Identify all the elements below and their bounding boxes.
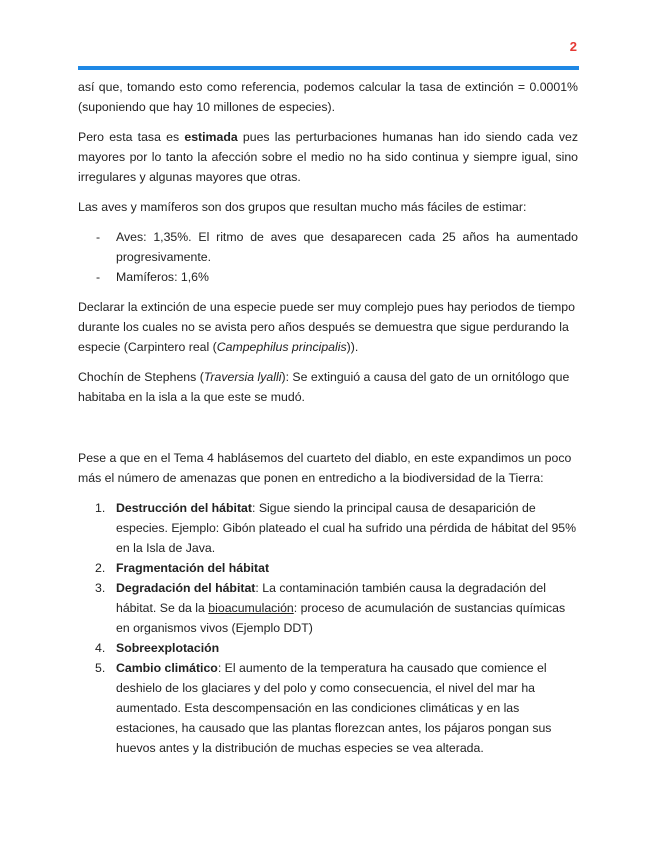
text-fragment: ): Se extinguió a causa del gato de un ornitólogo que habitaba en la isla a la que este se mudó.	[78, 370, 570, 404]
threat-text: : La contaminación también causa la degradación del hábitat. Se da la	[116, 581, 546, 615]
text-fragment: Chochín de Stephens (	[78, 370, 204, 384]
paragraph-estimated-rate	[78, 127, 578, 187]
list-item	[78, 558, 578, 578]
paragraph-birds-mammals: Las aves y mamíferos son dos grupos que resultan mucho más fáciles de estimar:	[78, 200, 527, 214]
list-item	[78, 227, 578, 267]
list-number: 5.	[95, 661, 106, 675]
text-fragment: )).	[346, 340, 359, 354]
threat-text: : Sigue siendo la principal causa de desaparición de especies. Ejemplo: Gibón plateado el cual ha sufrido una pérdida de hábitat del 95% en la Isla de Java.	[116, 501, 577, 555]
bold-term-estimada: estimada	[184, 130, 238, 144]
threats-list	[78, 498, 578, 758]
threat-title: Degradación del hábitat	[116, 581, 256, 595]
page-number: 2	[569, 39, 577, 54]
species-name-italic: Traversia lyalli	[203, 370, 282, 384]
list-item	[78, 267, 578, 287]
list-item-text: Mamíferos: 1,6%	[116, 270, 209, 284]
threat-title: Sobreexplotación	[116, 641, 220, 655]
paragraph-extinction-rate: así que, tomando esto como referencia, podemos calcular la tasa de extinción = 0.0001% (suponiendo que hay 10 millones de especies).	[78, 80, 578, 114]
text-fragment: pues las perturbaciones humanas han ido siendo cada vez mayores por lo tanto la afección sobre el medio no ha sido continua y siempre igual, sino irregulares y algunas mayores que otras.	[78, 130, 578, 184]
document-body	[78, 77, 578, 758]
header-rule	[78, 66, 579, 70]
dash-list	[78, 227, 578, 287]
threat-text: : proceso de acumulación de sustancias químicas en organismos vivos (Ejemplo DDT)	[116, 601, 566, 635]
threat-title: Destrucción del hábitat	[116, 501, 252, 515]
dash-bullet: -	[96, 230, 101, 244]
paragraph-declaring-extinction	[78, 297, 578, 357]
list-number: 4.	[95, 641, 106, 655]
list-item	[78, 498, 578, 558]
paragraph-threats-intro: Pese a que en el Tema 4 hablásemos del cuarteto del diablo, en este expandimos un poco más el número de amenazas que ponen en entredicho a la biodiversidad de la Tierra:	[78, 451, 572, 485]
paragraph-stephens-wren	[78, 367, 578, 407]
list-number: 3.	[95, 581, 106, 595]
list-number: 2.	[95, 561, 106, 575]
text-fragment: Pero esta tasa es	[78, 130, 185, 144]
threat-title: Fragmentación del hábitat	[116, 561, 270, 575]
threat-title: Cambio climático	[116, 661, 218, 675]
list-item-text: Aves: 1,35%. El ritmo de aves que desaparecen cada 25 años ha aumentado progresivamente.	[116, 230, 578, 264]
list-item	[78, 658, 578, 758]
species-name-italic: Campephilus principalis	[216, 340, 347, 354]
threat-text: : El aumento de la temperatura ha causado que comience el deshielo de los glaciares y del polo y como consecuencia, el nivel del mar ha aumentado. Esta descompensación en las condiciones climáticas y en las estaciones, ha causado que las plantas florezcan antes, los pájaros pongan sus huevos antes y la distribución de muchas especies se vea alterada.	[116, 661, 552, 755]
dash-bullet: -	[96, 270, 101, 284]
list-item	[78, 638, 578, 658]
list-number: 1.	[95, 501, 106, 515]
underlined-term-bioacumulacion: bioacumulación	[208, 601, 294, 615]
text-fragment: Declarar la extinción de una especie puede ser muy complejo pues hay periodos de tiempo durante los cuales no se avista pero años después se demuestra que sigue perdurando la especie (Carpintero real (	[78, 300, 575, 354]
list-item	[78, 578, 578, 638]
